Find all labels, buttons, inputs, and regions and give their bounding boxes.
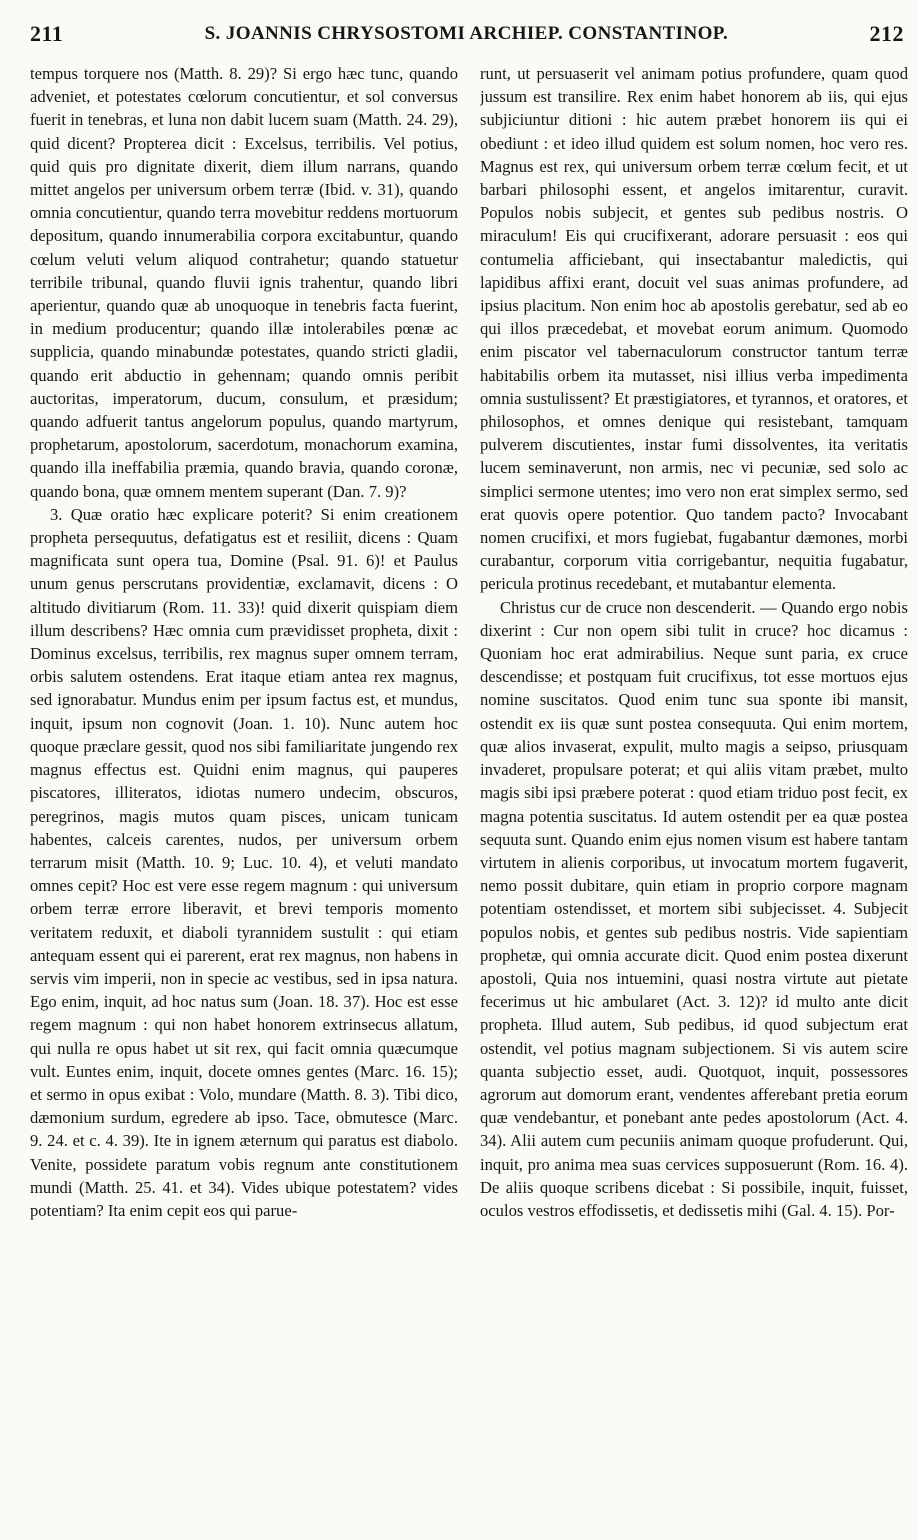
right-paragraph-2: Christus cur de cruce non descenderit. — Quando ergo nobis dixerint : Cur non opem sibi tulit in cruce? hoc dicamus : Quoniam hoc erat admirabilius. Neque sunt paria, ex cruce descendisse; et postquam fuit crucifixus, tot esse mortuos ejus nomine suscitatos. Quod enim tunc sua sponte ibi mansit, ostendit ex iis quæ sunt postea consequuta. Qui enim mortem, quæ alios invaserat, expulit, multo magis a seipso, priusquam invaderet, propulsare poterat; et qui aliis vitam præbet, multo magis sibi ipsi præbere poterat : quod etiam triduo post fecit, ex magna potentia suscitatus. Id autem ostendit per ea quæ postea sequuta sunt. Quando enim ejus nomen visum est habere tantam virtutem in alienis corporibus, ut invocatum mortem fugaverit, nemo possit dubitare, quin etiam in proprio corpore magnam potentiam ostendisset, et mortem sibi subjecisset. 4. Subjecit populos nobis, et gentes sub pedibus nostris. Vide sapientiam prophetæ, qui omnia accurate dicit. Quod enim postea dixerunt apostoli, Quia nos intuemini, quasi nostra virtute aut pietate fecerimus ut hic ambularet (Act. 3. 12)? id multo ante dicit propheta. Illud autem, Sub pedibus, id quod subjectum erat ostendit, vel potius magnam subjectionem. Si vis autem scire quanta subjectio esset, audi. Quotquot, inquit, possessores agrorum aut domorum erant, vendentes afferebant pretia eorum quæ vendebantur, et ponebant ante pedes apostolorum (Act. 4. 34). Alii autem cum pecuniis animam quoque profuderunt. Qui, inquit, pro anima mea suas cervices supposuerunt (Rom. 16. 4). De aliis quoque scribens dicebat : Si possibile, inquit, fuisset, oculos vestros effodissetis, et dedissetis mihi (Gal. 4. 15). Por-	[480, 597, 908, 1220]
page-header	[30, 6, 904, 62]
left-paragraph-1: tempus torquere nos (Matth. 8. 29)? Si ergo hæc tunc, quando adveniet, et potestates cœlorum concutientur, et sol conversus fuerit in tenebras, et luna non dabit lucem suam (Matth. 24. 29), quid dicent? Propterea dicit : Excelsus, terribilis. Vel potius, quid quis pro dignitate dixerit, diem illum narrans, quando mittet angelos per universum orbem terræ (Ibid. v. 31), quando omnia concutientur, quando terra movebitur reddens mortuorum depositum, quando innumerabilia corpora excitabuntur, quando cœlum veluti velum aliquod contrahetur; quando statuetur terribile tribunal, quando fluvii ignis trahentur, quando libri aperientur, quando quæ ab unoquoque in tenebris facta fuerint, in medium producentur; quando illæ intolerabiles pœnæ ac supplicia, quando minabundæ potestates, quando stricti gladii, quando erit abductio in gehennam; quando omnis peribit auctoritas, imperatorum, ducum, consulum, et præsidum; quando adfuerit tantus angelorum populus, quando martyrum, prophetarum, apostolorum, sacerdotum, monachorum examina, quando illa ineffabilia præmia, quando bravia, quando coronæ, quando bona, quæ omnem mentem superant (Dan. 7. 9)?	[30, 64, 458, 501]
left-page-number: 211	[30, 21, 64, 46]
right-column	[480, 62, 908, 1532]
left-column	[30, 62, 458, 1532]
left-paragraph-2: 3. Quæ oratio hæc explicare poterit? Si enim creationem propheta persequutus, defatigatus est et resiliit, dicens : Quam magnificata sunt opera tua, Domine (Psal. 91. 6)! et Paulus unum genus perscrutans providentiæ, exclamavit, dicens : O altitudo divitiarum (Rom. 11. 33)! quid dixerit quispiam diem illum describens? Hæc omnia cum prævidisset propheta, dixit : Dominus excelsus, terribilis, rex magnus super omnem terram, orbis salutem ostendens. Erat itaque etiam antea rex magnus, sed ignorabatur. Mundus enim per ipsum factus est, et mundus, inquit, ipsum non cognovit (Joan. 1. 10). Nunc autem hoc quoque præclare gessit, quod nos sibi familiaritate jungendo rex magnus effectus est. Quidni enim magnus, qui pauperes piscatores, illiteratos, idiotas numero undecim, obscuros, peregrinos, magis mutos quam pisces, unicam tunicam habentes, calceis carentes, nudos, per universum orbem terrarum misit (Matth. 10. 9; Luc. 10. 4), et veluti mandato omnes cepit? Hoc est vere esse regem magnum : qui universum orbem terræ errore liberavit, et brevi temporis momento veritatem reduxit, et diaboli tyrannidem sustulit : qui etiam antequam essent qui ei parerent, erat rex magnus, non habens in servis vim imperii, non in specie ac vestibus, sed in ipsa natura. Ego enim, inquit, ad hoc natus sum (Joan. 18. 37). Hoc est esse regem magnum : qui non habet honorem extrinsecus allatum, qui nulla re opus habet ut sit rex, qui facit omnia quæcumque vult. Euntes enim, inquit, docete omnes gentes (Marc. 16. 15); et sermo in opus exibat : Volo, mundare (Matth. 8. 3). Tibi dico, dæmonium surdum, egredere ab ipso. Tace, obmutesce (Marc. 9. 24. et c. 4. 39). Ite in ignem æternum qui paratus est diabolo. Venite, possidete paratum vobis regnum ante constitutionem mundi (Matth. 25. 41. et 34). Vides ubique potestatem? vides potentiam? Ita enim cepit eos qui parue-	[30, 504, 458, 1220]
running-title: S. JOANNIS CHRYSOSTOMI ARCHIEP. CONSTANTINOP.	[204, 23, 729, 44]
right-page-number: 212	[869, 21, 904, 46]
right-paragraph-1: runt, ut persuaserit vel animam potius profundere, quam quod jussum est transilire. Rex enim habet honorem ab iis, qui ejus subjiciuntur ditioni : hic autem præbet honorem iis qui ei obediunt : et ideo illud quidem est solum nomen, hoc vero res. Magnus est rex, qui universum orbem terræ cœlum fecit, et ut barbari philosophi essent, et angelos imitarentur, curavit. Populos nobis subjecit, et gentes sub pedibus nostris. O miraculum! Eis qui crucifixerant, adorare persuasit : eos qui contumelia afficiebant, qui insectabantur maledictis, qui lapidibus affixi erant, docuit vel suas animas profundere, ad ipsius placitum. Non enim hoc ab apostolis gerebatur, sed ab eo qui illos præcedebat, et movebat eorum animum. Quomodo enim piscator vel tabernaculorum constructor tantum terræ habitabilis orbem ita mutasset, nisi illius verba impedimenta omnia sustulissent? Et præstigiatores, et tyrannos, et oratores, et philosophos, et omnes denique qui resistebant, tamquam pulverem discutientes, instar fumi dissolventes, ita veritatis lucem seminaverunt, non armis, nec vi pecuniæ, sed solo ac simplici sermone utentes; imo vero non erat simplex sermo, sed erat quovis opere potentior. Quo tandem pacto? Invocabant nomen crucifixi, et mors fugiebat, fugabantur dæmones, morbi curabantur, corporum vitia corrigebantur, nequitia fugabatur, pericula protinus recedebant, et mutabantur elementa.	[480, 64, 908, 594]
